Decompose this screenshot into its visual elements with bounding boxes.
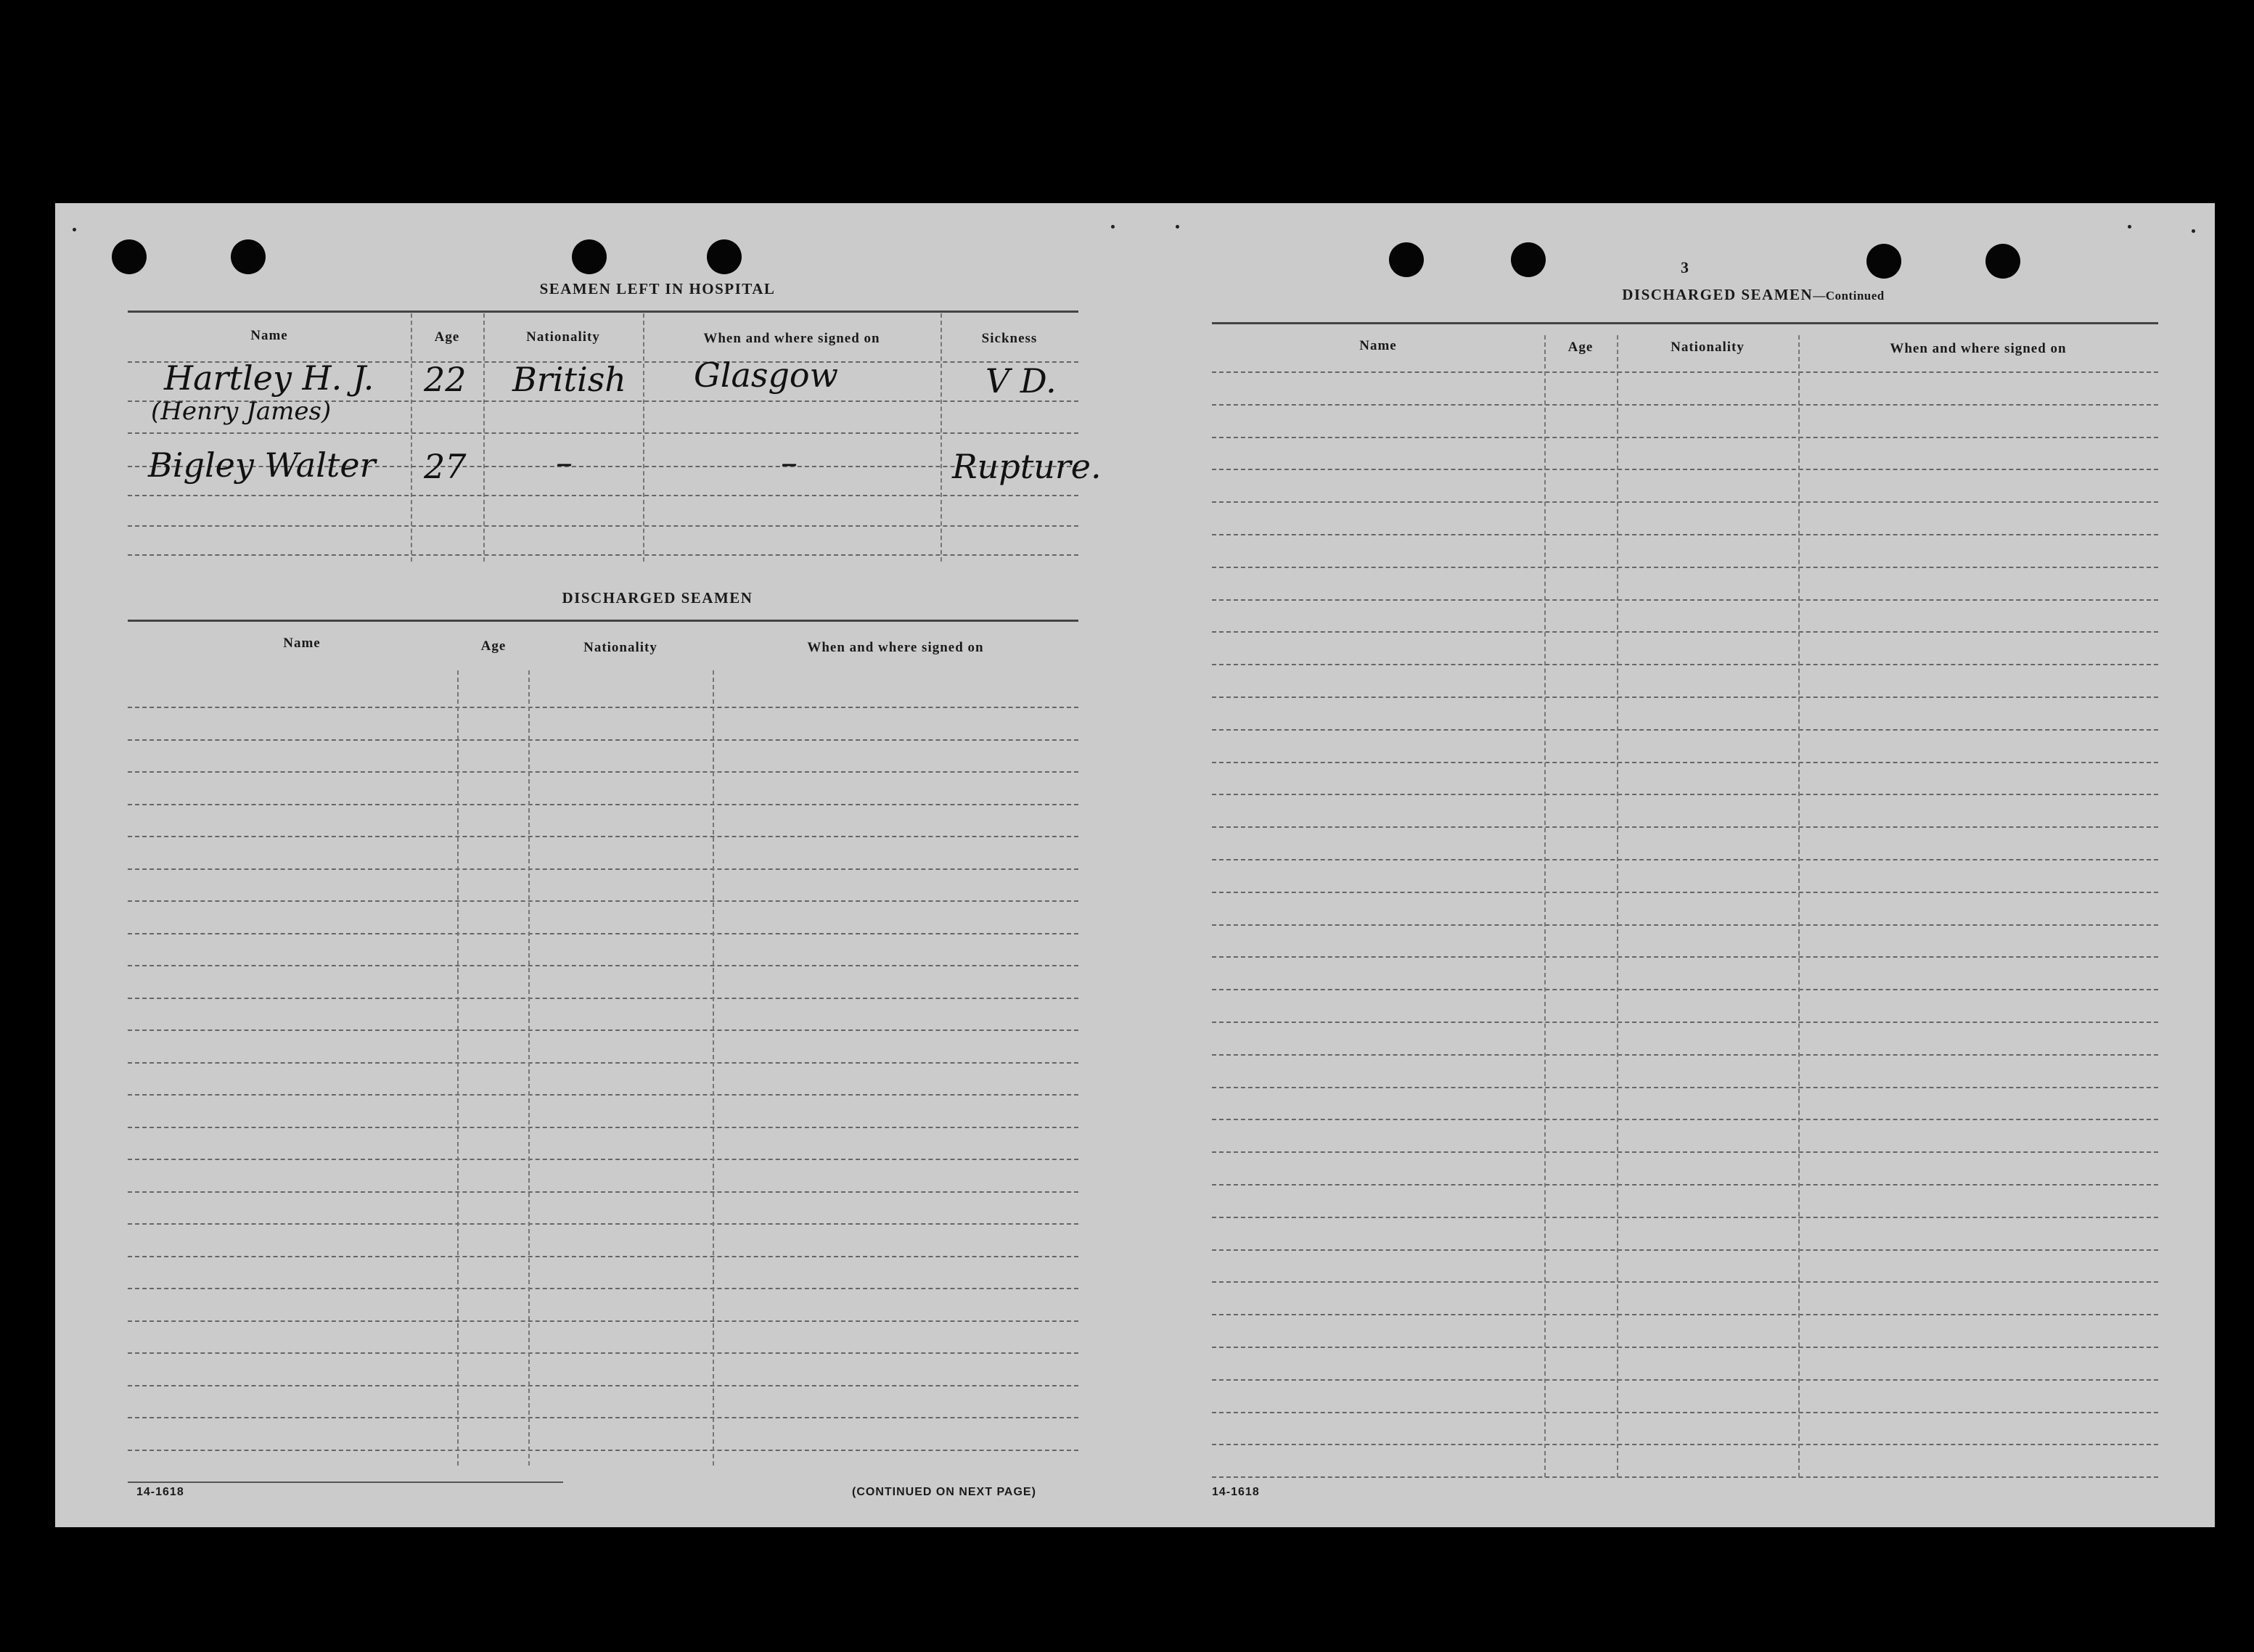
hospital-row2-sickness: Rupture. [952,447,1102,486]
discharged-table-top-rule [128,620,1078,622]
ledger-row-rule [128,1288,1078,1289]
ledger-col-divider [457,670,459,1466]
paper-speck [2128,225,2131,229]
ledger-row-rule [1212,956,2158,958]
right-col-name: Name [1359,338,1397,353]
hospital-col-divider [411,313,412,562]
ledger-row-rule [1212,696,2158,698]
paper-speck [1111,225,1115,229]
hospital-col-age: Age [434,329,460,345]
hospital-row-rule [128,525,1078,527]
discharged-col-name: Name [283,636,321,651]
punch-hole [707,239,742,274]
ledger-row-rule [1212,1054,2158,1056]
discharged-col-nationality: Nationality [583,640,657,655]
ledger-row-rule [128,1191,1078,1193]
punch-hole [231,239,266,274]
hospital-row1-nationality: British [512,360,626,399]
hospital-col-divider [483,313,485,562]
ledger-row-rule [1212,437,2158,438]
ledger-page-spread [55,203,2215,1527]
ledger-row-rule [1212,1444,2158,1445]
ledger-row-rule [1212,1217,2158,1218]
ledger-row-rule [128,868,1078,870]
hospital-table-top-rule [128,311,1078,313]
discharged-continued-title-suffix: —Continued [1813,289,1885,303]
hospital-row2-nationality: – [556,443,573,482]
left-footer-rule [128,1482,563,1483]
right-col-signed-on: When and where signed on [1890,341,2067,356]
ledger-row-rule [1212,567,2158,568]
hospital-col-name: Name [250,328,288,343]
paper-speck [2192,229,2195,233]
punch-hole [1866,244,1901,279]
ledger-row-rule [1212,631,2158,633]
page-number: 3 [1681,258,1689,276]
ledger-row-rule [1212,1347,2158,1348]
hospital-col-signed-on: When and where signed on [703,331,880,346]
ledger-row-rule [1212,1119,2158,1120]
ledger-row-rule [1212,1022,2158,1023]
right-col-nationality: Nationality [1671,340,1745,355]
ledger-row-rule [1212,1249,2158,1251]
discharged-continued-title-main: DISCHARGED SEAMEN [1622,286,1814,303]
ledger-row-rule [1212,1314,2158,1315]
ledger-row-rule [128,707,1078,708]
ledger-row-rule [1212,664,2158,665]
discharged-col-age: Age [480,638,507,654]
ledger-row-rule [128,1127,1078,1128]
ledger-row-rule [128,1062,1078,1064]
ledger-row-rule [128,933,1078,934]
continued-note: (CONTINUED ON NEXT PAGE) [852,1486,1036,1498]
paper-speck [73,228,76,231]
ledger-row-rule [1212,501,2158,503]
ledger-row-rule [1212,469,2158,470]
hospital-row2-name: Bigley Walter [148,445,376,485]
ledger-row-rule [1212,371,2158,373]
ledger-row-rule [1212,729,2158,731]
hospital-col-divider [940,313,942,562]
punch-hole [1511,242,1546,277]
ledger-row-rule [1212,404,2158,406]
hospital-row2-signed-on: – [781,443,798,482]
ledger-row-rule [128,1030,1078,1031]
ledger-row-rule [128,900,1078,902]
punch-hole [1985,244,2020,279]
ledger-row-rule [128,965,1078,966]
punch-hole [112,239,147,274]
left-form-number: 14-1618 [136,1486,184,1498]
ledger-col-divider [1798,335,1800,1477]
ledger-row-rule [1212,1184,2158,1185]
ledger-row-rule [128,1450,1078,1451]
ledger-row-rule [128,739,1078,741]
ledger-row-rule [128,804,1078,805]
ledger-row-rule [1212,794,2158,795]
ledger-row-rule [128,1352,1078,1354]
discharged-col-signed-on: When and where signed on [807,640,984,655]
hospital-row-rule [128,495,1078,496]
ledger-row-rule [1212,924,2158,926]
ledger-row-rule [1212,1281,2158,1283]
ledger-row-rule [128,771,1078,773]
ledger-col-divider [1544,335,1546,1477]
ledger-row-rule [1212,989,2158,990]
ledger-row-rule [128,1223,1078,1225]
ledger-row-rule [1212,1151,2158,1153]
ledger-row-rule [128,1159,1078,1160]
ledger-col-divider [528,670,530,1466]
punch-hole [1389,242,1424,277]
ledger-col-divider [1617,335,1618,1477]
hospital-row-rule [128,554,1078,556]
ledger-row-rule [1212,599,2158,601]
hospital-row1-name: Hartley H. J. [164,358,374,398]
right-form-number: 14-1618 [1212,1486,1260,1498]
right-table-top-rule [1212,322,2158,324]
hospital-row1-sickness: V D. [985,361,1057,400]
ledger-row-rule [1212,1476,2158,1478]
discharged-continued-title [1427,286,2080,304]
ledger-row-rule [1212,859,2158,860]
ledger-row-rule [1212,826,2158,828]
ledger-row-rule [128,1385,1078,1386]
ledger-row-rule [1212,1379,2158,1381]
hospital-row-rule [128,432,1078,434]
hospital-col-nationality: Nationality [526,329,600,345]
hospital-row1-name-note: (Henry James) [151,397,332,426]
ledger-row-rule [128,1417,1078,1418]
right-col-age: Age [1567,340,1594,355]
hospital-col-sickness: Sickness [981,331,1038,346]
hospital-row1-age: 22 [424,360,467,399]
ledger-row-rule [128,998,1078,999]
hospital-row1-signed-on: Glasgow [694,356,839,395]
ledger-row-rule [1212,534,2158,535]
hospital-row2-age: 27 [424,447,467,486]
ledger-row-rule [1212,892,2158,893]
paper-speck [1176,225,1179,229]
hospital-section-title: SEAMEN LEFT IN HOSPITAL [539,280,776,297]
punch-hole [572,239,607,274]
ledger-row-rule [128,1094,1078,1096]
ledger-row-rule [128,1256,1078,1257]
ledger-row-rule [128,1320,1078,1322]
ledger-row-rule [1212,762,2158,763]
ledger-row-rule [1212,1087,2158,1088]
ledger-row-rule [1212,1412,2158,1413]
ledger-row-rule [128,836,1078,837]
hospital-col-divider [643,313,644,562]
discharged-section-title: DISCHARGED SEAMEN [562,589,753,607]
ledger-col-divider [713,670,714,1466]
